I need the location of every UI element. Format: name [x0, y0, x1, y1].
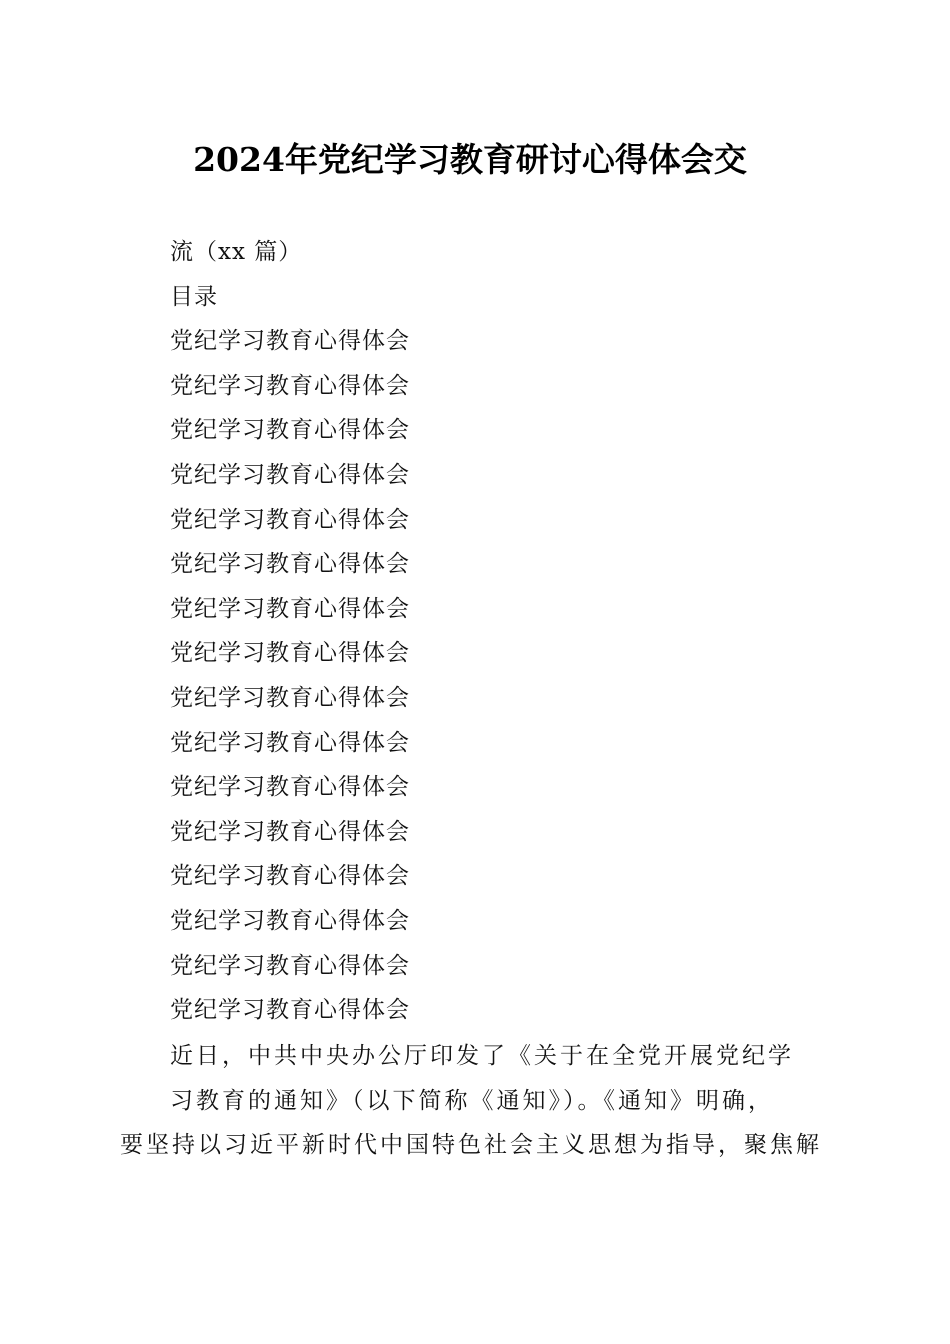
paragraph-line: 要坚持以习近平新时代中国特色社会主义思想为指导，聚焦解 [120, 1132, 822, 1159]
intro-paragraph [120, 1034, 840, 1168]
toc-item: 党纪学习教育心得体会 [170, 907, 410, 934]
paragraph-line: 习教育的通知》（以下简称《通知》）。《通知》明确， [170, 1087, 774, 1114]
toc-item: 党纪学习教育心得体会 [170, 640, 410, 667]
toc-item: 党纪学习教育心得体会 [170, 417, 410, 444]
toc-item: 党纪学习教育心得体会 [170, 863, 410, 890]
toc-item: 党纪学习教育心得体会 [170, 551, 410, 578]
toc-item: 党纪学习教育心得体会 [170, 774, 410, 801]
toc-item: 党纪学习教育心得体会 [170, 328, 410, 355]
toc-item: 党纪学习教育心得体会 [170, 372, 410, 399]
toc-item: 党纪学习教育心得体会 [170, 729, 410, 756]
toc-heading: 目录 [170, 283, 218, 310]
toc-item: 党纪学习教育心得体会 [170, 595, 410, 622]
toc-item: 党纪学习教育心得体会 [170, 506, 410, 533]
toc-item: 党纪学习教育心得体会 [170, 952, 410, 979]
toc-item: 党纪学习教育心得体会 [170, 684, 410, 711]
toc-item: 党纪学习教育心得体会 [170, 461, 410, 488]
paragraph-line: 近日，中共中央办公厅印发了《关于在全党开展党纪学 [170, 1043, 794, 1069]
document-body [170, 230, 850, 1033]
toc-item: 党纪学习教育心得体会 [170, 997, 410, 1024]
toc-item: 党纪学习教育心得体会 [170, 818, 410, 845]
document-title: 2024年党纪学习教育研讨心得体会交 [193, 140, 747, 179]
document-subtitle: 流（xx 篇） [170, 239, 303, 265]
